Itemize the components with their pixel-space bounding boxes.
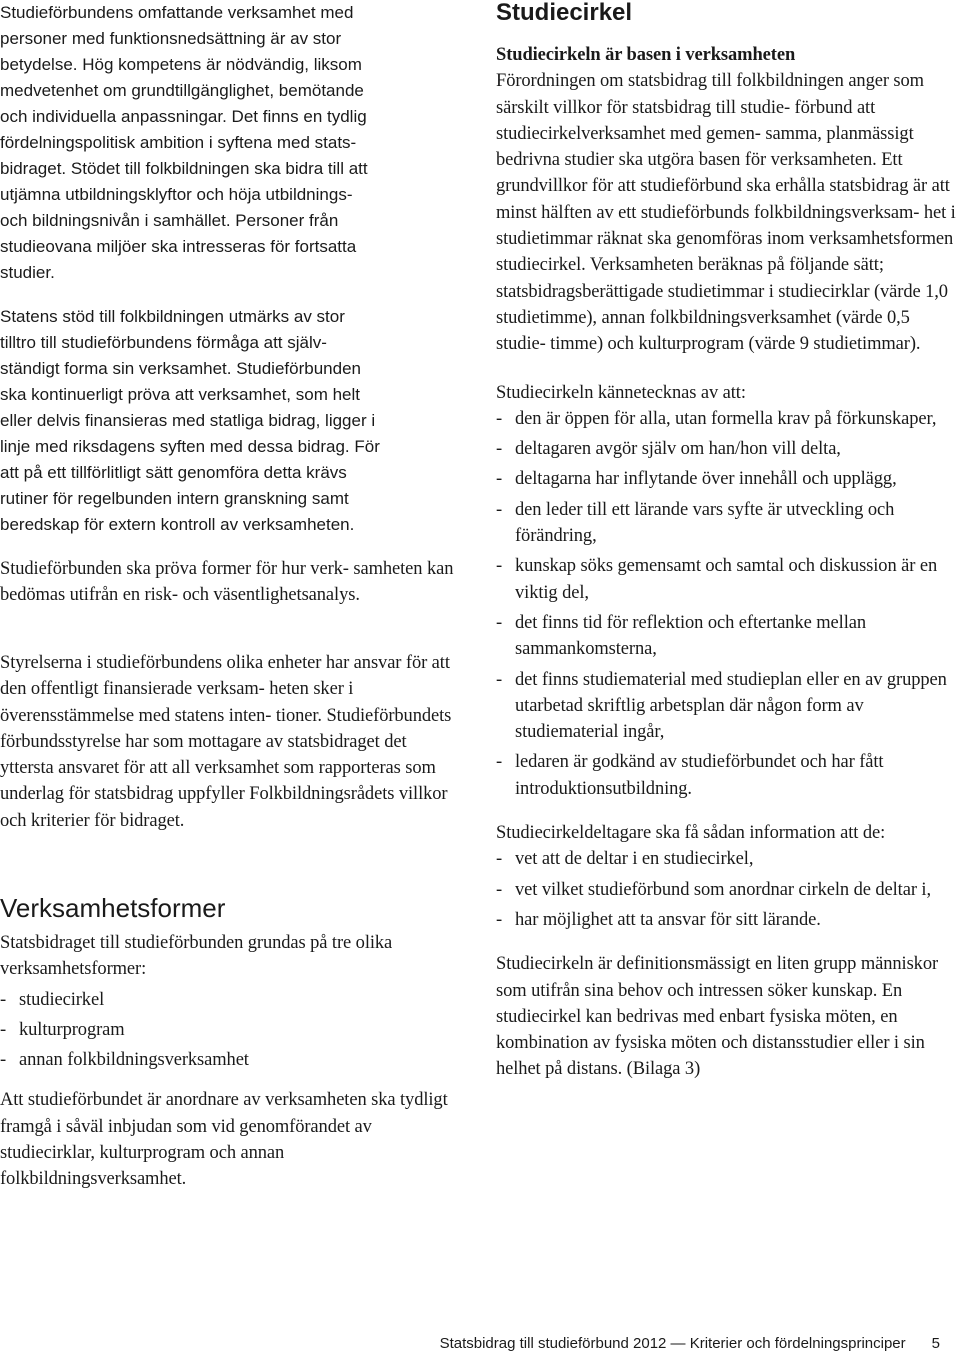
list-item: - kunskap söks gemensamt och samtal och diskussion är en viktig del, [496,553,960,606]
intro-paragraph: Studieförbundens omfattande verksamhet med personer med funktionsnedsättning är av stor betydelse. Hög kompetens är nödvändig, liksom medvetenhet om grundtillgänglighet, bemötande och individuella anpassningar. Det finns en tydlig fördelningspolitisk ambition i syftena med stats- bidraget. Stödet till folkbildningen ska bidra till att utjämna utbildningsklyftor och höja utbildnings- och bildningsnivån i samhället. Personer från studieovana miljöer ska intresseras för fortsatta studier. [0,3,368,282]
regulation-paragraph: Förordningen om statsbidrag till folkbildningen anger som särskilt villkor för statsbidrag till studie- förbund att studiecirkelverksamhet med gemen- samma, planmässigt bedrivna studier ska utgöra basen för verksamheten. Ett grundvillkor för att studieförbund ska erhålla statsbidrag är att minst hälften av ett studieförbunds folkbildningsverksam- het i studietimmar räknat ska genomföras inom verksamhetsformen studiecirkel. Verksamheten beräknas på följande sätt; statsbidragsberättigade studietimmar i studiecirklar (värde 1,0 studietimme), annan folkbildningsverksamhet (värde 0,5 studie- timme) och kulturprogram (värde 9 studietimmar). [496,71,956,355]
page-number: 5 [931,1335,940,1352]
list-item: - kulturprogram [0,1017,455,1043]
subheading-basis: Studiecirkeln är basen i verksamheten [496,45,796,65]
section-heading-studiecirkel: Studiecirkel [496,0,633,26]
definition-paragraph: Studiecirkeln är definitionsmässigt en liten grupp människor som utifrån sina behov och intressen söker kunskap. En studiecirkel kan bedrivas med enbart fysiska möten, en kombination av fysiska möten och distansstudier eller i sin helhet på distans. (Bilaga 3) [496,954,939,1080]
boards-responsibility-paragraph: Styrelserna i studieförbundens olika enheter har ansvar för att den offentligt finansierade verksam- heten sker i överensstämmelse med statens inten- tioner. Studieförbundets förbundsstyrelse har som mottagare av statsbidraget det yttersta ansvaret för att all verksamhet som rapporteras som underlag för statsbidrag uppfyller Folkbildningsrådets villkor och kriterier för bidraget. [0,653,452,831]
right-column [496,0,960,1083]
list-item: - det finns tid för reflektion och eftertanke mellan sammankomsterna, [496,610,960,663]
forms-intro-paragraph: Statsbidraget till studieförbunden grundas på tre olika verksamhetsformer: [0,933,393,980]
characteristics-list [496,406,960,802]
list-item: - deltagarna har inflytande över innehåll och upplägg, [496,466,960,492]
risk-analysis-paragraph: Studieförbunden ska pröva former för hur verk- samheten kan bedömas utifrån en risk- och väsentlighetsanalys. [0,559,454,606]
list-item: - den leder till ett lärande vars syfte är utveckling och förändring, [496,497,960,550]
list-item: - annan folkbildningsverksamhet [0,1047,455,1073]
list-item: - det finns studiematerial med studieplan eller en av gruppen utarbetad skriftlig arbetsplan där någon form av studiematerial ingår, [496,667,960,746]
list-item: - ledaren är godkänd av studieförbundet och har fått introduktionsutbildning. [496,749,960,802]
participant-info-list [496,846,960,933]
left-column [0,0,455,538]
list-item: - vet vilket studieförbund som anordnar cirkeln de deltar i, [496,877,960,903]
state-support-paragraph: Statens stöd till folkbildningen utmärks av stor tilltro till studieförbundens förmåga att själv- ständigt forma sin verksamhet. Studieförbunden ska kontinuerligt pröva att verksamhet, som helt eller delvis finansieras med statliga bidrag, ligger i linje med riksdagens syften med dessa bidrag. För att på ett tillförlitligt sätt genomföra detta krävs rutiner för regelbunden intern granskning samt beredskap för extern kontroll av verksamheten. [0,307,380,534]
page-footer [0,1334,940,1354]
activity-forms-list [0,987,455,1074]
footer-title: Statsbidrag till studieförbund 2012 — Kriterier och fördelningsprinciper [439,1335,906,1352]
characteristics-intro: Studiecirkeln kännetecknas av att: [496,382,746,403]
list-item: - deltagaren avgör själv om han/hon vill delta, [496,436,960,462]
list-item: - den är öppen för alla, utan formella krav på förkunskaper, [496,406,960,432]
list-item: - har möjlighet att ta ansvar för sitt lärande. [496,907,960,933]
participant-info-intro: Studiecirkeldeltagare ska få sådan information att de: [496,823,886,844]
organizer-paragraph: Att studieförbundet är anordnare av verksamheten ska tydligt framgå i såväl inbjudan som vid genomförandet av studiecirklar, kulturprogram och annan folkbildningsverksamhet. [0,1090,448,1190]
section-heading-verksamhetsformer: Verksamhetsformer [0,893,226,923]
list-item: - studiecirkel [0,987,455,1013]
list-item: - vet att de deltar i en studiecirkel, [496,846,960,872]
